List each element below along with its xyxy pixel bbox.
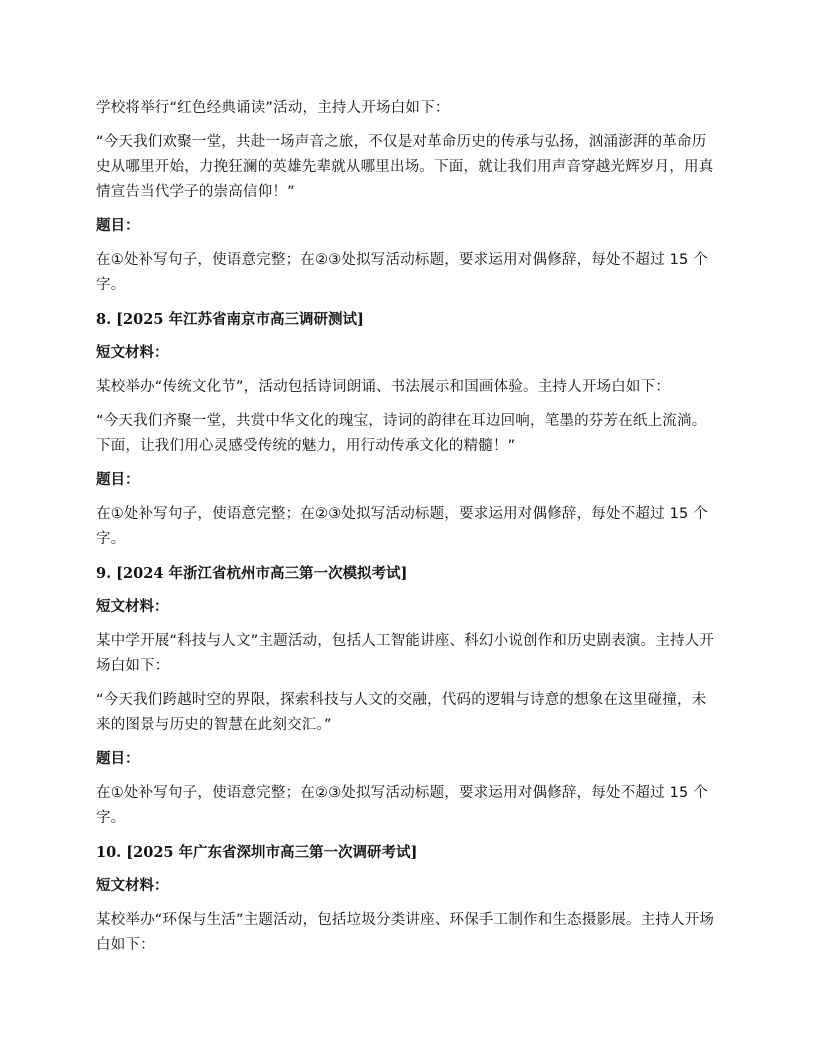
question-text: 在①处补写句子，使语意完整；在②③处拟写活动标题，要求运用对偶修辞，每处不超过 15 个字。 [96,252,708,293]
question-label: 题目： [96,472,140,488]
intro-paragraph: 某校举办“传统文化节”，活动包括诗词朗诵、书法展示和国画体验。主持人开场白如下： [96,379,671,395]
intro-paragraph: 某中学开展“科技与人文”主题活动，包括人工智能讲座、科幻小说创作和历史剧表演。主持人开场白如下： [96,633,715,674]
question-label: 题目： [96,218,140,234]
question-text: 在①处补写句子，使语意完整；在②③处拟写活动标题，要求运用对偶修辞，每处不超过 15 个字。 [96,506,708,547]
intro-paragraph: 学校将举行“红色经典诵读”活动，主持人开场白如下： [96,100,450,116]
host-speech: “今天我们跨越时空的界限，探索科技与人文的交融，代码的逻辑与诗意的想象在这里碰撞，未来的图景与历史的智慧在此刻交汇。” [96,692,707,733]
host-speech: “今天我们齐聚一堂，共赏中华文化的瑰宝，诗词的韵律在耳边回响，笔墨的芬芳在纸上流淌。下面，让我们用心灵感受传统的魅力，用行动传承文化的精髓！” [96,413,707,454]
question-label: 题目： [96,751,140,767]
item-heading-8: 8. [2025 年江苏省南京市高三调研测试] [96,311,364,328]
item-heading-10: 10. [2025 年广东省深圳市高三第一次调研考试] [96,844,418,861]
document-body [96,96,720,967]
material-label: 短文材料： [96,345,169,361]
material-label: 短文材料： [96,599,169,615]
material-label: 短文材料： [96,878,169,894]
intro-paragraph: 某校举办“环保与生活”主题活动，包括垃圾分类讲座、环保手工制作和生态摄影展。主持人开场白如下： [96,912,715,953]
item-heading-9: 9. [2024 年浙江省杭州市高三第一次模拟考试] [96,565,408,582]
question-text: 在①处补写句子，使语意完整；在②③处拟写活动标题，要求运用对偶修辞，每处不超过 15 个字。 [96,785,708,826]
host-speech: “今天我们欢聚一堂，共赴一场声音之旅，不仅是对革命历史的传承与弘扬，汹涌澎湃的革命历史从哪里开始，力挽狂澜的英雄先辈就从哪里出场。下面，就让我们用声音穿越光辉岁月，用真情宣告当代学子的崇高信仰！” [96,134,714,200]
